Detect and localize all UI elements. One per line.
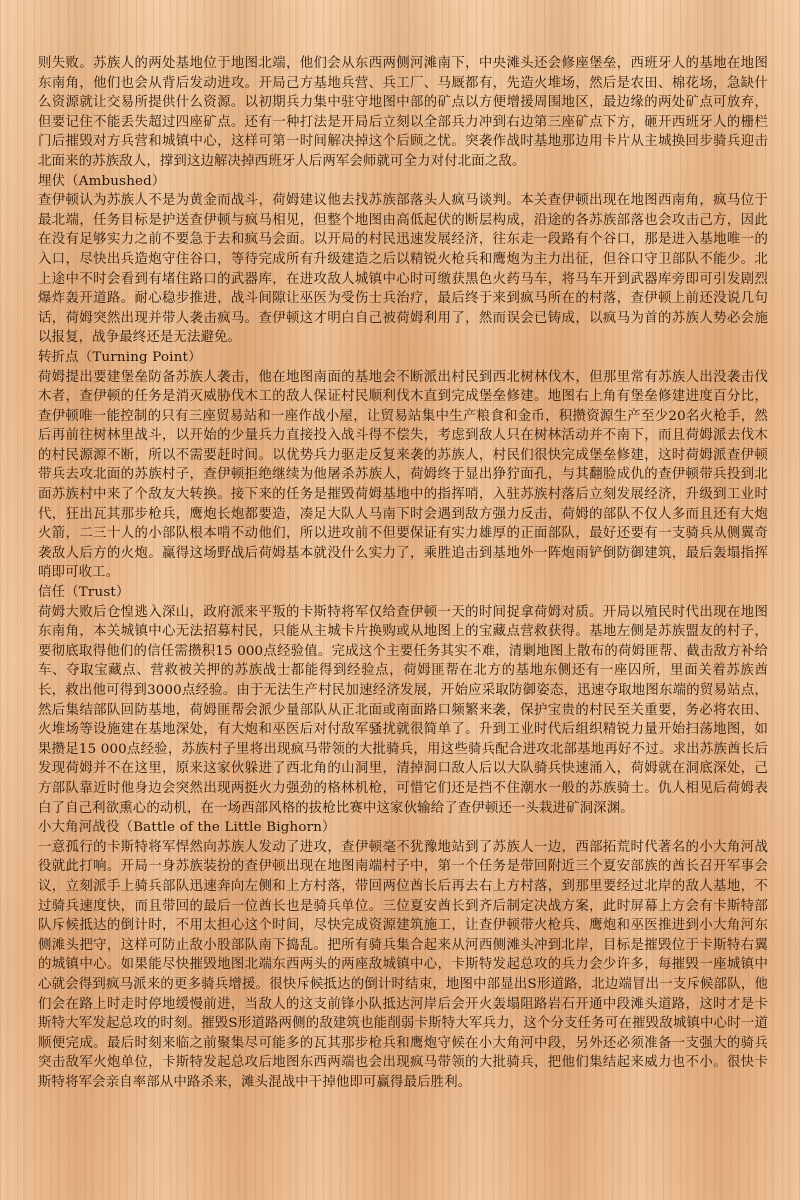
section-title-little-bighorn: 小大角河战役（Battle of the Little Bighorn） (38, 820, 336, 836)
section-title-ambushed: 埋伏（Ambushed） (38, 173, 166, 189)
paragraph-ambushed: 查伊顿认为苏族人不是为黄金而战斗，荷姆建议他去找苏族部落头人疯马谈判。本关查伊顿出现在地图西南角，疯马位于最北端，任务目标是护送查伊顿与疯马相见，但整个地图由高低起伏的断层构成，沿途的各苏族部落也会攻击己方，因此在没有足够实力之前不要急于去和疯马会面。以开局的村民迅速发展经济，往东走一段路有个谷口，那是进入基地唯一的入口，尽快出兵造炮守住谷口，等待完成所有升级建造之后以精锐火枪兵和鹰炮为主力出征，但谷口守卫部队不能少。北上途中不时会看到有堵住路口的武器库，在进攻敌人城镇中心时可缴获黑色火药马车，将马车开到武器库旁即可引发剧烈爆炸轰开道路。耐心稳步推进，战斗间隙让巫医为受伤士兵治疗，最后终于来到疯马所在的村落，查伊顿上前还没说几句话，荷姆突然出现并带人袭击疯马。查伊顿这才明白自己被荷姆利用了，然而误会已铸成，以疯马为首的苏族人势必会施以报复，战争最终还是无法避免。 (38, 193, 768, 346)
article-text (38, 54, 768, 1194)
paragraph-trust: 荷姆大败后仓惶逃入深山，政府派来平叛的卡斯特将军仅给查伊顿一天的时间捉拿荷姆对质。开局以殖民时代出现在地图东南角，本关城镇中心无法招募村民，只能从主城卡片换购或从地图上的宝藏点营救获得。基地左侧是苏族盟友的村子，要彻底取得他们的信任需攒积15 000点经验值。完成这个主要任务其实不难，清剿地图上散布的荷姆匪帮、截击敌方补给车、夺取宝藏点、营救被关押的苏族战士都能得到经验点，荷姆匪帮在北方的基地东侧还有一座囚所，里面关着苏族酋长，救出他可得到3000点经验。由于无法生产村民加速经济发展，开始应采取防御姿态，迅速夺取地图东端的贸易站点，然后集结部队回防基地，荷姆匪帮会派少量部队从正北面或南面路口频繁来袭，保护宝贵的村民至关重要，务必将农田、火堆场等设施建在基地深处，有大炮和巫医后对付敌军骚扰就很简单了。升到工业时代后组织精锐力量开始扫荡地图，如果攒足15 000点经验，苏族村子里将出现疯马带领的大批骑兵，用这些骑兵配合进攻北部基地再好不过。求出苏族酋长后发现荷姆并不在这里，原来这家伙躲进了西北角的山洞里，清掉洞口敌人后以大队骑兵快速涌入，荷姆就在洞底深处，己方部队靠近时他身边会突然出现两挺火力强劲的格林机枪，可惜它们还是挡不住潮水一般的苏族骑士。仇人相见后荷姆表白了自己利欲熏心的动机，在一场西部风格的拔枪比赛中这家伙输给了查伊顿还一头栽进矿洞深渊。 (38, 604, 768, 816)
section-title-turning-point: 转折点（Turning Point） (38, 349, 202, 365)
paragraph-little-bighorn: 一意孤行的卡斯特将军悍然向苏族人发动了进攻，查伊顿毫不犹豫地站到了苏族人一边，西部拓荒时代著名的小大角河战役就此打响。开局一身苏族装扮的查伊顿出现在地图南端村子中，第一个任务是带回附近三个夏安部族的酋长召开军事会议，立刻派手上骑兵部队迅速奔向左侧和上方村落，带回两位酋长后再去右上方村落，到那里要经过北岸的敌人基地，不过骑兵速度快，而且带回的最后一位酋长也是骑兵单位。三位夏安酋长到齐后制定决战方案，此时屏幕上方会有卡斯特部队斥候抵达的倒计时，不用太担心这个时间，尽快完成资源建筑施工，让查伊顿带火枪兵、鹰炮和巫医推进到小大角河东侧滩头把守，这样可防止敌小股部队南下捣乱。把所有骑兵集合起来从河西侧滩头冲到北岸，目标是摧毁位于卡斯特右翼的城镇中心。如果能尽快摧毁地图北端东西两头的两座敌城镇中心，卡斯特发起总攻的兵力会少许多，每摧毁一座城镇中心就会得到疯马派来的更多骑兵增援。很快斥候抵达的倒计时结束，地图中部显出S形道路，北边端冒出一支斥候部队，他们会在路上时走时停地缓慢前进，当敌人的这支前锋小队抵达河岸后会开火轰塌阻路岩石开通中段滩头道路，这时才是卡斯特大军发起总攻的时刻。摧毁S形道路两侧的敌建筑也能削弱卡斯特大军兵力，这个分支任务可在摧毁敌城镇中心时一道顺便完成。最后时刻来临之前聚集尽可能多的瓦其那步枪兵和鹰炮守候在小大角河中段，另外还必须准备一支强大的骑兵突击敌军火炮单位，卡斯特发起总攻后地图东西两端也会出现疯马带领的大批骑兵，把他们集结起来威力也不小。很快卡斯特将军会亲自率部从中路杀来，滩头混战中干掉他即可赢得最后胜利。 (38, 839, 768, 1090)
paragraph-intro-continuation: 则失败。苏族人的两处基地位于地图北端，他们会从东西两侧河滩南下，中央滩头还会修座堡垒，西班牙人的基地在地图东南角，他们也会从背后发动进攻。开局己方基地兵营、兵工厂、马厩都有，先造火堆场，然后是农田、棉花场，急缺什么资源就让交易所提供什么资源。以初期兵力集中驻守地图中部的矿点以方便增援周围地区，最边缘的两处矿点可放弃，但要记住不能丢失超过四座矿点。还有一种打法是开局后立刻以全部兵力冲到右边第三座矿点下方，砸开西班牙人的栅栏门后摧毁对方兵营和城镇中心，这样可第一时间解决掉这个后顾之忧。突袭作战时基地那边用卡片从主城换回步骑兵迎击北面来的苏族敌人，撑到这边解决掉西班牙人后两军会师就可全力对付北面之敌。 (38, 56, 768, 169)
paragraph-turning-point: 荷姆提出要建堡垒防备苏族人袭击，他在地图南面的基地会不断派出村民到西北树林伐木，但那里常有苏族人出没袭击伐木者，查伊顿的任务是消灭威胁伐木工的敌人保证村民顺利伐木直到完成堡垒修建。地图右上角有堡垒修建进度百分比，查伊顿唯一能控制的只有三座贸易站和一座作战小屋，让贸易站集中生产粮食和金币，积攒资源生产至少20名火枪手，然后再前往树林里战斗，以开始的少量兵力直接投入战斗得不偿失，考虑到敌人只在树林活动并不南下，而且荷姆派去伐木的村民源源不断，所以不需要赶时间。以优势兵力驱走反复来袭的苏族人，村民们很快完成堡垒修建，这时荷姆派查伊顿带兵去攻北面的苏族村子，查伊顿拒绝继续为他屠杀苏族人，荷姆终于显出狰狞面孔，与其翻脸成仇的查伊顿带兵投到北面苏族村中来了个敌友大转换。接下来的任务是摧毁荷姆基地中的指挥哨，入驻苏族村落后立刻发展经济，升级到工业时代，狂出瓦其那步枪兵，鹰炮长炮都要造，凑足大队人马南下时会遇到敌方强力反击，荷姆的部队不仅人多而且还有大炮火箭，二三十人的小部队根本啃不动他们，所以进攻前不但要保证有实力雄厚的正面部队，最好还要有一支骑兵从侧翼奇袭敌人后方的火炮。赢得这场野战后荷姆基本就没什么实力了，乘胜追击到基地外一阵炮雨铲倒防御建筑，最后轰塌指挥哨即可收工。 (38, 369, 768, 581)
section-title-trust: 信任（Trust） (38, 585, 130, 601)
